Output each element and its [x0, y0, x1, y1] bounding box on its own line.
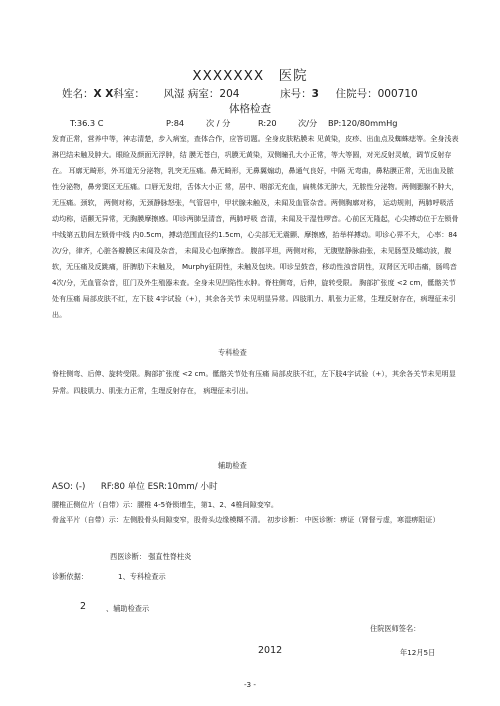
ward-label: 病室： — [187, 88, 220, 100]
admission-value: 000710 — [377, 88, 418, 100]
bed-value: 3 — [311, 88, 319, 100]
western-diagnosis: 西医诊断： 强直性脊柱炎 — [110, 552, 192, 561]
diagnosis-basis-2-number: 2 — [80, 601, 87, 612]
physician-signature-label: 住院医师签名： — [370, 624, 421, 633]
signature-year: 2012 — [258, 645, 283, 656]
signature-date: 年12月5日 — [400, 648, 436, 657]
physical-exam-paragraph: 发育正常，营养中等，神志清楚，步入病室，查体合作，应答切题。全身皮肤粘膜未 见黄染，皮疹、出血点及蜘蛛痣等。全身浅表淋巴结未触及肿大。眼睑及颜面无浮肿，结 膜无苍白，巩膜无黄染，双侧瞳孔大小正常，等大等圆，对光反射灵敏，调节反射存在。 耳廓无畸形，外耳道无分泌物，乳突无压痛。鼻无畸形，无鼻翼煽动，鼻通气良好，中隔 无弯曲，鼻粘膜正常，无出血及脓性分泌物，鼻旁窦区无压痛。口唇无发绀，舌体大小正 常，居中、咽部无充血，扁桃体无肿大，无脓性分泌物。两侧腮腺不肿大，无压痛。颈软， 两侧对称，无颈静脉怒张，气管居中，甲状腺未触及，未闻及血管杂音。两侧胸廓对称， 运动规则，两肺呼吸活动均称，语颤无异常，无胸膜摩擦感。叩诊两肺呈清音，两肺呼吸 音清，未闻及干湿性啰音。心前区无隆起，心尖搏动位于左锁骨中线第五肋间左锁骨中线 内0.5cm，搏动范围直径约1.5cm，心尖部无无震颤、摩擦感，抬举样搏动。叩诊心界不大， 心率：84次/分，律齐，心脏各瓣膜区未闻及杂音， 未闻及心包摩擦音。 腹部平坦，两侧对称， 无腹壁静脉曲张，未见肠型及蠕动波，腹软，无压痛及反跳痛，肝脾肋下未触及， Murphy征阴性，未触及包块。叩诊呈鼓音，移动性浊音阴性，双肾区无叩击痛，肠鸣音 4次/分，无血管杂音，肛门及外生殖器未查。全身未见凹陷性水肿。脊柱侧弯，后伸，旋转受限。 胸部扩张度 <2 cm，骶髂关节处有压痛 局部皮肤不红，左下肢 4字试验（+），其余各关节 未见明显异常。四肢肌力、肌张力正常，生理反射存在，病理征未引出。 — [52, 134, 459, 319]
patient-info-row — [62, 86, 418, 101]
aso-label: ASO: — [52, 482, 73, 492]
esr-value: ESR:10mm/ 小时 — [147, 482, 218, 492]
section-title: 体格检查 — [229, 103, 271, 115]
specialist-paragraph: 脊柱侧弯、后伸、旋转受限。胸部扩张度 <2 cm。骶髂关节处有压痛 局部皮肤不红，左下肢4字试验（+），其余各关节未见明显异常。四肢肌力、肌张力正常，生理反射存在， 病理征未引出。 — [52, 369, 456, 395]
admission-label: 住院号： — [335, 88, 378, 100]
diagnosis-basis-label: 诊断依据： — [52, 572, 88, 581]
auxiliary-heading: 辅助检查 — [218, 461, 247, 470]
vital-temperature: T:36.3 C — [70, 118, 104, 128]
rf-value: RF:80 单位 — [100, 482, 145, 492]
name-value: X X — [93, 88, 114, 100]
specialist-heading: 专科检查 — [218, 348, 247, 357]
hospital-title: XXXXXXX 医院 — [192, 68, 308, 84]
diagnosis-basis-1: 1、专科检查示 — [118, 572, 166, 581]
lumbar-xray: 腰椎正侧位片（自带）示：腰椎 4-5脊锁增生，第1、2、4椎间隙变窄。 — [52, 500, 279, 509]
imaging-results — [52, 497, 460, 527]
dept-label: 科室： — [113, 88, 145, 100]
bed-label: 床号： — [280, 88, 312, 100]
name-label: 姓名： — [62, 88, 94, 100]
aso-value: (-) — [75, 482, 86, 492]
lab-results-row — [52, 480, 218, 492]
ward-value: 204 — [219, 88, 240, 100]
specialist-text — [52, 365, 460, 399]
vital-pulse-unit: 次 / 分 — [206, 118, 231, 128]
vital-respiration: R:20 — [258, 118, 277, 128]
pelvis-xray: 骨盆平片（自带）示：左侧股骨头间隙变窄，股骨头边缘模糊不清。 初步诊断： 中医诊断：痹证（肾督亏虚，寒湿痹阻证） — [52, 515, 440, 524]
page-number: -3 - — [243, 680, 257, 689]
dept-value: 风湿 — [163, 88, 185, 100]
diagnosis-basis-2-text: 、辅助检查示 — [106, 604, 150, 613]
vital-pulse: P:84 — [166, 118, 185, 128]
vital-respiration-unit: 次/分 — [298, 118, 318, 128]
physical-exam-text — [52, 131, 460, 323]
vital-blood-pressure: BP:120/80mmHg — [328, 118, 398, 128]
